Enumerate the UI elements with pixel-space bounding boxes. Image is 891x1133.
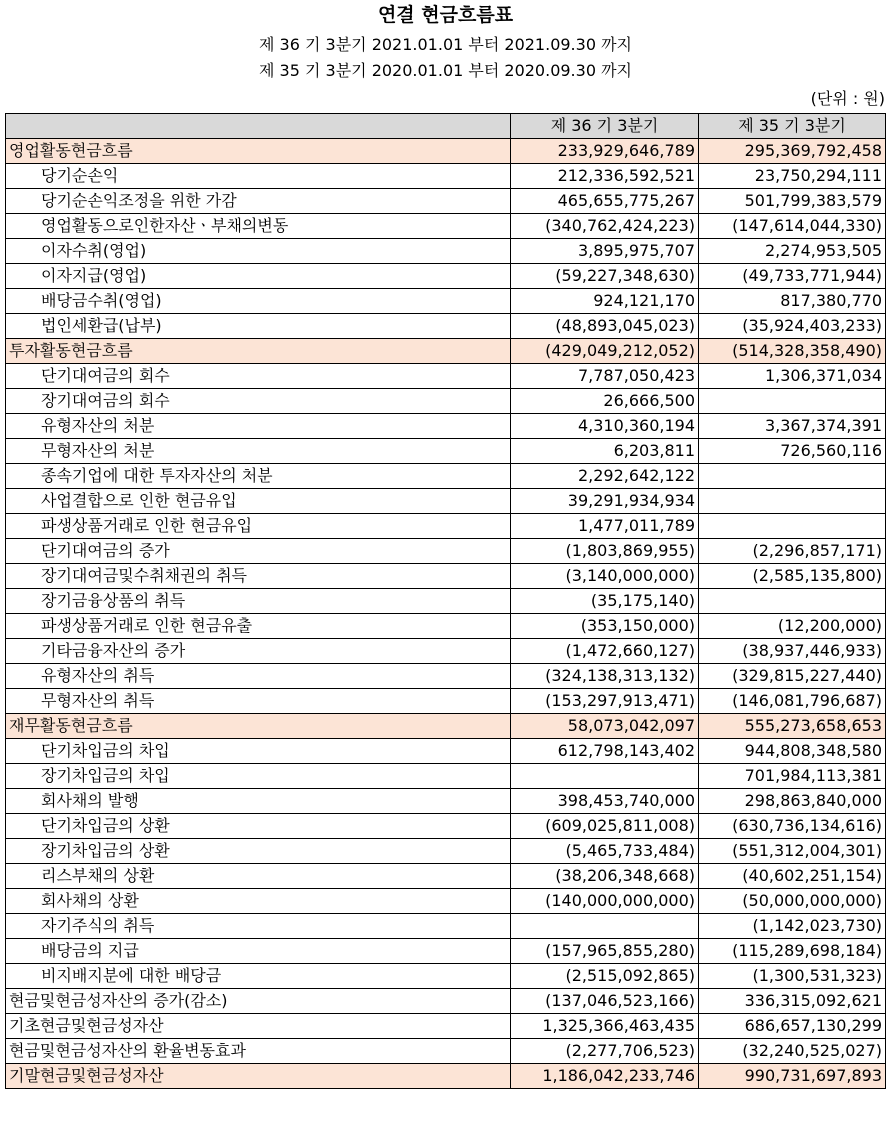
- period-current: 제 36 기 3분기 2021.01.01 부터 2021.09.30 까지: [258, 35, 632, 54]
- table-row: [6, 139, 886, 164]
- previous-period-value: (2,296,857,171): [699, 539, 886, 564]
- current-period-value: (153,297,913,471): [511, 689, 699, 714]
- table-header-row: [6, 114, 886, 139]
- current-period-value: 924,121,170: [511, 289, 699, 314]
- header-previous-period: 제 35 기 3분기: [699, 114, 886, 139]
- table-row: [6, 564, 886, 589]
- previous-period-value: 701,984,113,381: [699, 764, 886, 789]
- row-label: 장기차입금의 상환: [6, 839, 511, 864]
- row-label: 유형자산의 처분: [6, 414, 511, 439]
- row-label: 리스부채의 상환: [6, 864, 511, 889]
- current-period-value: 612,798,143,402: [511, 739, 699, 764]
- row-label: 무형자산의 처분: [6, 439, 511, 464]
- current-period-value: (353,150,000): [511, 614, 699, 639]
- row-label: 투자활동현금흐름: [6, 339, 511, 364]
- row-label: 법인세환급(납부): [6, 314, 511, 339]
- table-row: [6, 339, 886, 364]
- document-title: 연결 현금흐름표: [377, 4, 514, 26]
- table-row: [6, 464, 886, 489]
- current-period-value: (5,465,733,484): [511, 839, 699, 864]
- row-label: 장기차입금의 차입: [6, 764, 511, 789]
- previous-period-value: (1,142,023,730): [699, 914, 886, 939]
- row-label: 영업활동으로인한자산ㆍ부채의변동: [6, 214, 511, 239]
- previous-period-value: 298,863,840,000: [699, 789, 886, 814]
- previous-period-value: [699, 389, 886, 414]
- previous-period-value: 336,315,092,621: [699, 989, 886, 1014]
- current-period-value: (3,140,000,000): [511, 564, 699, 589]
- current-period-value: (1,472,660,127): [511, 639, 699, 664]
- current-period-value: 398,453,740,000: [511, 789, 699, 814]
- table-row: [6, 539, 886, 564]
- row-label: 재무활동현금흐름: [6, 714, 511, 739]
- table-row: [6, 739, 886, 764]
- current-period-value: 39,291,934,934: [511, 489, 699, 514]
- table-row: [6, 164, 886, 189]
- table-row: [6, 614, 886, 639]
- current-period-value: 465,655,775,267: [511, 189, 699, 214]
- row-label: 파생상품거래로 인한 현금유출: [6, 614, 511, 639]
- row-label: 현금및현금성자산의 증가(감소): [6, 989, 511, 1014]
- table-row: [6, 589, 886, 614]
- previous-period-value: (514,328,358,490): [699, 339, 886, 364]
- previous-period-value: 555,273,658,653: [699, 714, 886, 739]
- previous-period-value: (40,602,251,154): [699, 864, 886, 889]
- previous-period-value: (630,736,134,616): [699, 814, 886, 839]
- current-period-value: (429,049,212,052): [511, 339, 699, 364]
- current-period-value: (340,762,424,223): [511, 214, 699, 239]
- header-label: [6, 114, 511, 139]
- previous-period-value: (49,733,771,944): [699, 264, 886, 289]
- row-label: 파생상품거래로 인한 현금유입: [6, 514, 511, 539]
- row-label: 자기주식의 취득: [6, 914, 511, 939]
- current-period-value: 6,203,811: [511, 439, 699, 464]
- row-label: 기타금융자산의 증가: [6, 639, 511, 664]
- previous-period-value: 990,731,697,893: [699, 1064, 886, 1089]
- previous-period-value: (147,614,044,330): [699, 214, 886, 239]
- row-label: 장기대여금및수취채권의 취득: [6, 564, 511, 589]
- previous-period-value: (38,937,446,933): [699, 639, 886, 664]
- previous-period-value: [699, 514, 886, 539]
- current-period-value: (59,227,348,630): [511, 264, 699, 289]
- previous-period-value: (1,300,531,323): [699, 964, 886, 989]
- current-period-value: [511, 914, 699, 939]
- current-period-value: 3,895,975,707: [511, 239, 699, 264]
- table-row: [6, 764, 886, 789]
- previous-period-value: 2,274,953,505: [699, 239, 886, 264]
- row-label: 단기차입금의 상환: [6, 814, 511, 839]
- previous-period-value: (115,289,698,184): [699, 939, 886, 964]
- row-label: 장기대여금의 회수: [6, 389, 511, 414]
- table-row: [6, 639, 886, 664]
- previous-period-value: (551,312,004,301): [699, 839, 886, 864]
- current-period-value: 26,666,500: [511, 389, 699, 414]
- row-label: 무형자산의 취득: [6, 689, 511, 714]
- row-label: 영업활동현금흐름: [6, 139, 511, 164]
- row-label: 단기대여금의 증가: [6, 539, 511, 564]
- period-previous: 제 35 기 3분기 2020.01.01 부터 2020.09.30 까지: [258, 61, 632, 80]
- row-label: 종속기업에 대한 투자자산의 처분: [6, 464, 511, 489]
- table-row: [6, 414, 886, 439]
- table-row: [6, 439, 886, 464]
- current-period-value: (2,515,092,865): [511, 964, 699, 989]
- table-row: [6, 264, 886, 289]
- table-row: [6, 364, 886, 389]
- previous-period-value: 686,657,130,299: [699, 1014, 886, 1039]
- previous-period-value: 3,367,374,391: [699, 414, 886, 439]
- row-label: 기말현금및현금성자산: [6, 1064, 511, 1089]
- row-label: 이자수취(영업): [6, 239, 511, 264]
- current-period-value: (324,138,313,132): [511, 664, 699, 689]
- previous-period-value: 944,808,348,580: [699, 739, 886, 764]
- previous-period-value: [699, 589, 886, 614]
- row-label: 회사채의 발행: [6, 789, 511, 814]
- row-label: 현금및현금성자산의 환율변동효과: [6, 1039, 511, 1064]
- table-row: [6, 514, 886, 539]
- row-label: 당기순손익조정을 위한 가감: [6, 189, 511, 214]
- previous-period-value: (50,000,000,000): [699, 889, 886, 914]
- current-period-value: (1,803,869,955): [511, 539, 699, 564]
- previous-period-value: 23,750,294,111: [699, 164, 886, 189]
- previous-period-value: (146,081,796,687): [699, 689, 886, 714]
- previous-period-value: (35,924,403,233): [699, 314, 886, 339]
- row-label: 배당금의 지급: [6, 939, 511, 964]
- previous-period-value: 817,380,770: [699, 289, 886, 314]
- previous-period-value: (329,815,227,440): [699, 664, 886, 689]
- table-row: [6, 864, 886, 889]
- current-period-value: 233,929,646,789: [511, 139, 699, 164]
- current-period-value: 1,186,042,233,746: [511, 1064, 699, 1089]
- current-period-value: 1,325,366,463,435: [511, 1014, 699, 1039]
- table-row: [6, 714, 886, 739]
- previous-period-value: 726,560,116: [699, 439, 886, 464]
- previous-period-value: [699, 464, 886, 489]
- current-period-value: (48,893,045,023): [511, 314, 699, 339]
- row-label: 당기순손익: [6, 164, 511, 189]
- previous-period-value: (32,240,525,027): [699, 1039, 886, 1064]
- table-row: [6, 389, 886, 414]
- table-row: [6, 289, 886, 314]
- table-row: [6, 189, 886, 214]
- current-period-value: 1,477,011,789: [511, 514, 699, 539]
- unit-label: (단위 : 원): [810, 89, 885, 108]
- table-row: [6, 689, 886, 714]
- table-row: [6, 314, 886, 339]
- row-label: 단기대여금의 회수: [6, 364, 511, 389]
- table-body: [6, 139, 886, 1089]
- current-period-value: 4,310,360,194: [511, 414, 699, 439]
- table-row: [6, 839, 886, 864]
- previous-period-value: 295,369,792,458: [699, 139, 886, 164]
- table-row: [6, 914, 886, 939]
- table-row: [6, 1014, 886, 1039]
- current-period-value: 212,336,592,521: [511, 164, 699, 189]
- table-row: [6, 1064, 886, 1089]
- row-label: 단기차입금의 차입: [6, 739, 511, 764]
- row-label: 비지배지분에 대한 배당금: [6, 964, 511, 989]
- cash-flow-table: [5, 113, 886, 1089]
- table-row: [6, 214, 886, 239]
- previous-period-value: (12,200,000): [699, 614, 886, 639]
- current-period-value: (2,277,706,523): [511, 1039, 699, 1064]
- row-label: 배당금수취(영업): [6, 289, 511, 314]
- row-label: 회사채의 상환: [6, 889, 511, 914]
- current-period-value: 7,787,050,423: [511, 364, 699, 389]
- current-period-value: 2,292,642,122: [511, 464, 699, 489]
- header-current-period: 제 36 기 3분기: [511, 114, 699, 139]
- table-row: [6, 814, 886, 839]
- current-period-value: (137,046,523,166): [511, 989, 699, 1014]
- row-label: 장기금융상품의 취득: [6, 589, 511, 614]
- current-period-value: (157,965,855,280): [511, 939, 699, 964]
- table-row: [6, 664, 886, 689]
- row-label: 이자지급(영업): [6, 264, 511, 289]
- table-row: [6, 939, 886, 964]
- current-period-value: (35,175,140): [511, 589, 699, 614]
- previous-period-value: 1,306,371,034: [699, 364, 886, 389]
- table-row: [6, 489, 886, 514]
- row-label: 유형자산의 취득: [6, 664, 511, 689]
- row-label: 사업결합으로 인한 현금유입: [6, 489, 511, 514]
- current-period-value: (38,206,348,668): [511, 864, 699, 889]
- table-row: [6, 239, 886, 264]
- previous-period-value: (2,585,135,800): [699, 564, 886, 589]
- current-period-value: (609,025,811,008): [511, 814, 699, 839]
- current-period-value: (140,000,000,000): [511, 889, 699, 914]
- table-row: [6, 1039, 886, 1064]
- previous-period-value: 501,799,383,579: [699, 189, 886, 214]
- previous-period-value: [699, 489, 886, 514]
- current-period-value: [511, 764, 699, 789]
- table-row: [6, 889, 886, 914]
- table-row: [6, 964, 886, 989]
- row-label: 기초현금및현금성자산: [6, 1014, 511, 1039]
- table-row: [6, 789, 886, 814]
- current-period-value: 58,073,042,097: [511, 714, 699, 739]
- table-row: [6, 989, 886, 1014]
